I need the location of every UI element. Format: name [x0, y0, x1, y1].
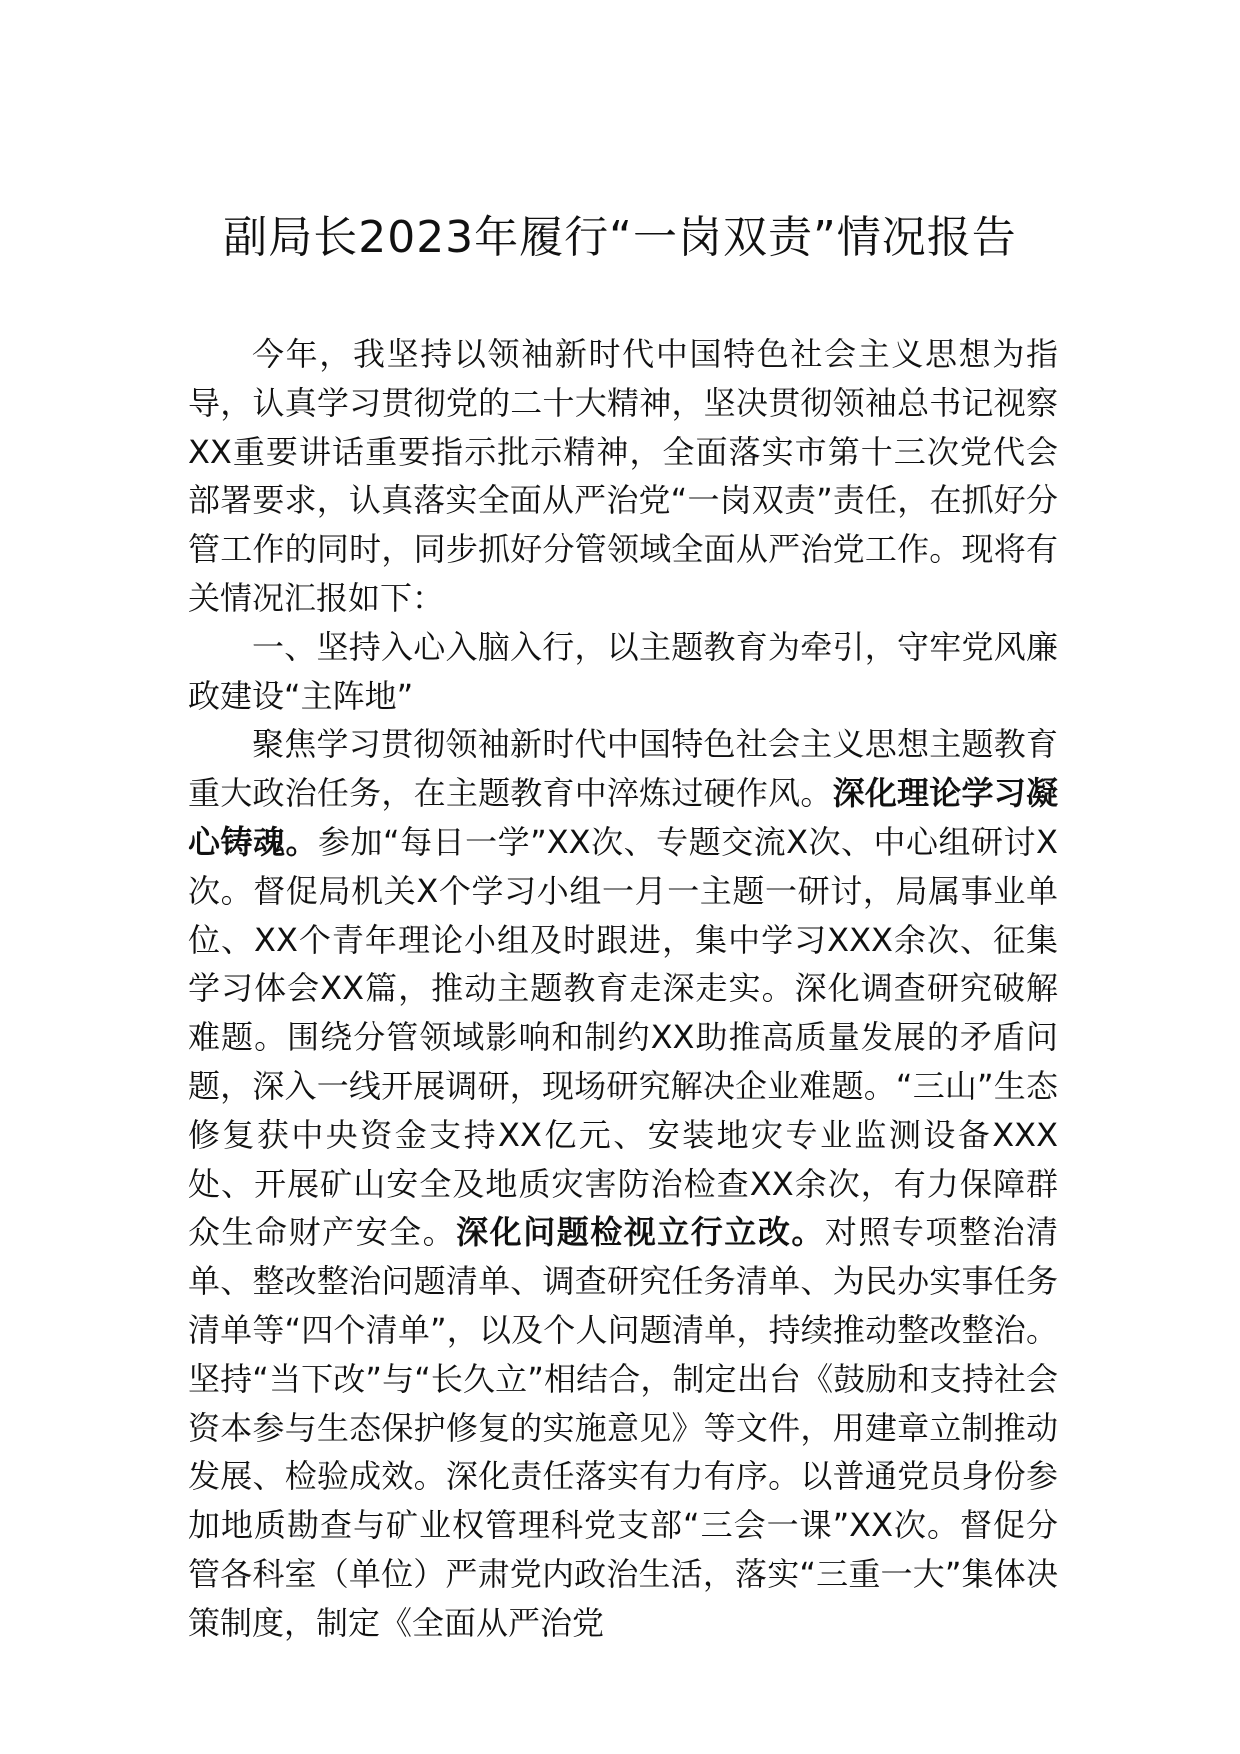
paragraph-text: 聚焦学习贯彻领袖新时代中国特色社会主义思想主题教育重大政治任务，在主题教育中淬炼过硬作风。 — [188, 725, 1058, 813]
page-title: 副局长2023年履行“一岗双责”情况报告 — [223, 212, 1017, 263]
paragraph-text: 对照专项整治清单、整改整治问题清单、调查研究任务清单、为民办实事任务清单等“四个清单”，以及个人问题清单，持续推动整改整治。坚持“当下改”与“长久立”相结合，制定出台《鼓励和支持社会资本参与生态保护修复的实施意见》等文件，用建章立制推动发展、检验成效。深化责任落实有力有序。以普通党员身份参加地质勘查与矿业权管理科党支部“三会一课”XX次。督促分管各科室（单位）严肃党内政治生活，落实“三重一大”集体决策制度，制定《全面从严治党 — [188, 1213, 1058, 1642]
document-body — [188, 330, 1058, 1648]
paragraph-text: 参加“每日一学”XX次、专题交流X次、中心组研讨X次。督促局机关X个学习小组一月一主题一研讨，局属事业单位、XX个青年理论小组及时跟进，集中学习XXX余次、征集学习体会XX篇，推动主题教育走深走实。深化调查研究破解难题。围绕分管领域影响和制约XX助推高质量发展的矛盾问题，深入一线开展调研，现场研究解决企业难题。“三山”生态修复获中央资金支持XX亿元、安装地灾专业监测设备XXX处、开展矿山安全及地质灾害防治检查XX余次，有力保障群众生命财产安全。 — [188, 822, 1058, 1252]
section-heading-1: 一、坚持入心入脑入行，以主题教育为牵引，守牢党风廉政建设“主阵地” — [188, 627, 1058, 715]
bold-subheading-theory: 深化理论学习凝心铸魂。 — [188, 774, 1058, 861]
paragraph-section-1 — [188, 720, 1058, 1647]
bold-subheading-rectification: 深化问题检视立行立改。 — [456, 1213, 825, 1252]
paragraph-intro: 今年，我坚持以领袖新时代中国特色社会主义思想为指导，认真学习贯彻党的二十大精神，坚决贯彻领袖总书记视察XX重要讲话重要指示批示精神，全面落实市第十三次党代会部署要求，认真落实全面从严治党“一岗双责”责任，在抓好分管工作的同时，同步抓好分管领域全面从严治党工作。现将有关情况汇报如下： — [188, 335, 1058, 617]
